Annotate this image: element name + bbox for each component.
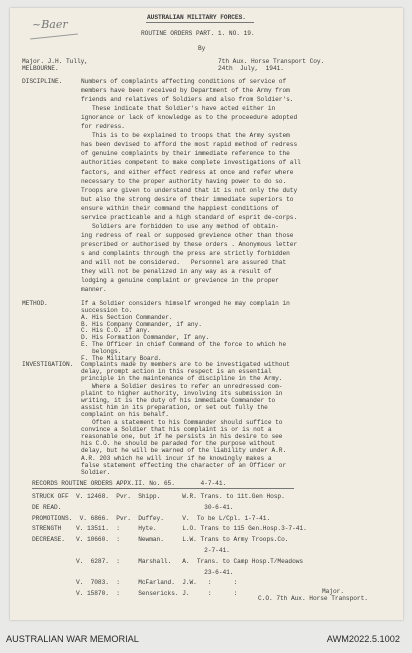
text-line: E. The Officer in chief Command of the force to which he xyxy=(81,341,287,349)
text-line: C. His C.O. if any. xyxy=(81,327,151,335)
footer-institution: AUSTRALIAN WAR MEMORIAL xyxy=(6,634,139,644)
text-line: This is to be explained to troops that the Army system xyxy=(81,132,290,140)
text-line: 23-6-41. xyxy=(32,568,234,576)
text-line: for redress. xyxy=(81,123,125,131)
text-line: belongs. xyxy=(81,347,122,355)
text-line: prescribed or authorised by these orders . Anonymous letter xyxy=(81,240,298,248)
signoff-unit: C.O. 7th Aux. Horse Transport. xyxy=(258,595,368,602)
text-line: authorities competent to make complete investigations of all xyxy=(81,159,301,167)
title-underline xyxy=(146,22,254,23)
order-date: 24th July, 1941. xyxy=(218,65,284,72)
text-line: false statement effecting the character of an Officer or xyxy=(81,461,287,469)
text-line: A. His Section Commander. xyxy=(81,313,173,321)
text-line: of genuine complaints by their immediate reference to the xyxy=(81,150,290,158)
unit-name: 7th Aux. Horse Transport Coy. xyxy=(218,58,325,65)
text-line: members have been received by Department of the Army from xyxy=(81,87,290,95)
text-line: F. The Military Board. xyxy=(81,354,162,362)
text-line: Complaints made by members are to be investigated without xyxy=(81,361,290,368)
text-line: delay, but he will be warned of the liability under A.R. xyxy=(81,447,287,455)
text-line: principle in the maintenance of discipline in the Army. xyxy=(81,375,283,383)
text-line: necessary to the proper authority having power to do so. xyxy=(81,177,287,185)
text-line: Where a Soldier desires to refer an unredressed com- xyxy=(81,382,283,390)
text-line: assist him in its preparation, or set out fully the xyxy=(81,404,268,412)
text-line: his C.O. he should be paraded for the purpose without xyxy=(81,440,276,448)
text-line: Often a statement to his Commander should suffice to xyxy=(81,418,283,426)
text-line: V. 15870. : Sensericks. J. : : xyxy=(32,590,238,598)
text-line: service practicable and a high standard of esprit de-corps. xyxy=(81,213,298,221)
text-line: has been devised to afford the most rapid method of redress xyxy=(81,141,298,149)
text-line: manner. xyxy=(81,286,107,294)
discipline-label: DISCIPLINE. xyxy=(22,78,63,85)
text-line: delay, prompt action in this respect is an essential xyxy=(81,368,272,376)
text-line: Soldier. xyxy=(81,469,111,476)
text-line: s and complaints through the press are strictly forbidden xyxy=(81,249,290,257)
records-heading: RECORDS ROUTINE ORDERS APPX.II. No. 65. 4-7-41. xyxy=(32,480,227,487)
document-page xyxy=(10,8,403,620)
text-line: convince a Soldier that his complaint is or is not a xyxy=(81,425,272,433)
text-line: V. 6287. : Marshall. A. Trans. to Camp Hosp.T/Meadows xyxy=(32,557,304,565)
handwritten-signature: ~Baer xyxy=(32,18,68,31)
commanding-officer: Major. J.H. Tully, xyxy=(22,58,88,65)
text-line: friends and relatives of Soldiers and also from Soldier's. xyxy=(81,96,294,104)
text-line: lodging a genuine complaint or grevience in the proper xyxy=(81,277,279,285)
text-line: If a Soldier considers himself wronged he may complain in xyxy=(81,300,290,307)
text-line: and will not be considered. Personnel are assured that xyxy=(81,259,287,266)
text-line: A.R. 203 which he will incur if he knowingly makes a xyxy=(81,454,272,462)
document-title: AUSTRALIAN MILITARY FORCES. xyxy=(147,14,246,21)
text-line: succession to. xyxy=(81,306,133,314)
text-line: 2-7-41. xyxy=(32,547,230,554)
investigation-label: INVESTIGATION. xyxy=(22,361,74,368)
text-line: ing redress of real or supposed grevience other than those xyxy=(81,231,294,239)
text-line: STRUCK OFF V. 12468. Pvr. Shipp. W.R. Trans. to 11t.Gen Hosp. xyxy=(32,493,285,500)
signoff-rank: Major. xyxy=(322,588,344,595)
text-line: PROMOTIONS. V. 6866. Pvr. Duffey. V. To be L/Cpl. 1-7-41. xyxy=(32,514,271,522)
text-line: but also the strong desire of their immediate superiors to xyxy=(81,195,294,203)
text-line: factors, and either effect redress at once and refer where xyxy=(81,168,294,176)
records-underline xyxy=(32,488,294,489)
text-line: Numbers of complaints affecting conditions of service of xyxy=(81,78,287,85)
location: MELBOURNE. xyxy=(22,65,59,72)
text-line: ignorance or lack of knowledge as to the proceedure adopted xyxy=(81,114,298,122)
text-line: Soldiers are forbidden to use any method of obtain- xyxy=(81,222,279,230)
text-line: ensure within their command the happiest conditions of xyxy=(81,204,279,212)
text-line: These indicate that Soldier's have acted either in xyxy=(81,105,276,113)
text-line: writing, it is the duty of his immediate Commander to xyxy=(81,397,276,404)
text-line: V. 7083. : McFarland. J.W. : : xyxy=(32,579,238,587)
text-line: STRENGTH V. 13511. : Hyte. L.O. Trans to 115 Gen.Hosp.3-7-41. xyxy=(32,525,307,533)
text-line: complaint on his behalf. xyxy=(81,411,169,419)
text-line: DECREASE. V. 10660. : Newman. L.W. Trans to Army Troops.Co. xyxy=(32,536,289,544)
by-label: By xyxy=(198,45,206,52)
routine-orders-heading: ROUTINE ORDERS PART. 1. NO. 19. xyxy=(141,30,255,37)
footer-accession-number: AWM2022.5.1002 xyxy=(326,634,400,644)
text-line: they will not be penalized in any way as a result of xyxy=(81,268,272,276)
text-line: Troops are given to understand that it is not only the duty xyxy=(81,186,298,194)
text-line: plaint to higher authority, involving its submission in xyxy=(81,389,283,397)
text-line: reasonable one, but if he persists in his desire to see xyxy=(81,433,283,440)
method-label: METHOD. xyxy=(22,300,48,307)
archive-footer xyxy=(0,625,412,653)
text-line: DE READ. 30-6-41. xyxy=(32,503,234,511)
text-line: B. His Company Commander, if any. xyxy=(81,320,202,328)
text-line: D. His Formation Commander, If any. xyxy=(81,334,210,342)
